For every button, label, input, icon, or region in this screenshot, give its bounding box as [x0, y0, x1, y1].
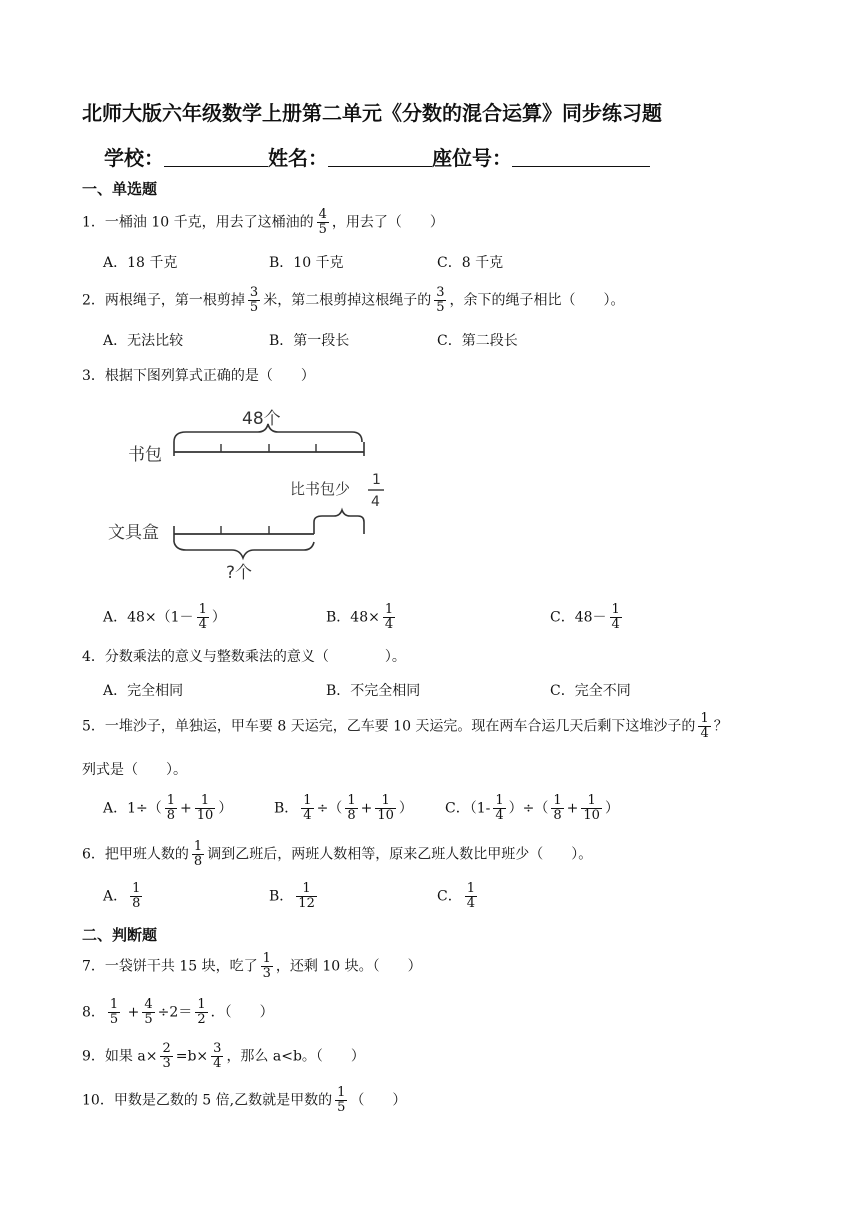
diagram-difference-brace	[314, 510, 364, 534]
q2-option-a[interactable]: A．无法比较	[103, 333, 184, 349]
diagram-bottom-brace	[174, 542, 314, 558]
q2-fraction-2: $\frac{3}{5}$	[436, 285, 445, 315]
question-4: 4．分数乘法的意义与整数乘法的意义（ ）。	[82, 649, 406, 665]
diagram-total-label: 48个	[242, 409, 281, 429]
q4-option-a[interactable]: A．完全相同	[103, 683, 184, 699]
q2-option-c[interactable]: C．第二段长	[437, 333, 518, 349]
q7-text-end: ，还剩 10 块。（ ）	[275, 958, 422, 975]
seat-label: 座位号：	[432, 146, 512, 170]
q6-option-c[interactable]: C． $\frac{1}{4}$	[437, 881, 475, 911]
question-8: 8． $\frac{1}{5}$ + $\frac{4}{5}$ ÷2＝ $\frac{1}{2}$ ．（ ）	[82, 997, 274, 1027]
q5-text: 5．一堆沙子，单独运，甲车要 8 天运完，乙车要 10 天运完。现在两车合运几天后剩下这堆沙子的	[82, 718, 696, 735]
q7-text: 7．一袋饼干共 15 块，吃了	[82, 958, 258, 975]
q6-option-b[interactable]: B． $\frac{1}{12}$	[269, 881, 315, 911]
diagram-less-label: 比书包少	[290, 480, 351, 498]
q5-option-a[interactable]: A．1÷（ $\frac{1}{8}$ + $\frac{1}{10}$ ）	[103, 793, 233, 823]
diagram-box-label: 文具盒	[108, 523, 159, 543]
q3-option-b[interactable]: B．48× $\frac{1}{4}$	[326, 602, 394, 632]
question-10: 10．甲数是乙数的 5 倍,乙数就是甲数的 $\frac{1}{5}$ （ ）	[82, 1085, 407, 1115]
q5-fraction: $\frac{1}{4}$	[700, 711, 709, 741]
section-single-choice: 一、单选题	[82, 180, 158, 198]
diagram-unknown-label: ?个	[226, 563, 253, 583]
q2-text-mid: 米，第二根剪掉这根绳子的	[263, 292, 432, 309]
q3-option-c[interactable]: C．48－ $\frac{1}{4}$	[550, 602, 620, 632]
question-5	[82, 712, 728, 741]
q5-option-b[interactable]: B． $\frac{1}{4}$ ÷（ $\frac{1}{8}$ + $\frac{1}{10}$ ）	[274, 793, 413, 823]
q6-text-end: 调到乙班后，两班人数相等，原来乙班人数比甲班少（ ）。	[207, 846, 593, 863]
q1-text: 1．一桶油 10 千克，用去了这桶油的	[82, 214, 314, 231]
q3-option-a[interactable]: A．48×（1－ $\frac{1}{4}$ ）	[103, 602, 226, 632]
diagram-less-denominator: 4	[371, 494, 380, 510]
school-label: 学校：	[104, 146, 164, 170]
question-2	[82, 286, 624, 315]
q5-line-2: 列式是（ ）。	[82, 762, 187, 778]
seat-blank[interactable]	[512, 146, 650, 167]
student-info-line	[104, 142, 650, 171]
q1-fraction: $\frac{4}{5}$	[318, 207, 327, 237]
question-9: 9．如果 a× $\frac{2}{3}$ =b× $\frac{3}{4}$ ，那么 a<b。（ ）	[82, 1041, 365, 1071]
q1-text-end: ，用去了（ ）	[331, 214, 444, 231]
q6-fraction: $\frac{1}{8}$	[193, 839, 203, 869]
q1-option-a[interactable]: A．18 千克	[103, 255, 178, 271]
question-7	[82, 952, 422, 981]
section-true-false: 二、判断题	[82, 926, 158, 944]
q1-option-b[interactable]: B．10 千克	[269, 255, 344, 271]
q7-fraction: $\frac{1}{3}$	[262, 951, 271, 981]
diagram-bag-label: 书包	[128, 445, 162, 465]
name-blank[interactable]	[328, 146, 432, 167]
question-1	[82, 208, 444, 237]
q2-text: 2．两根绳子，第一根剪掉	[82, 292, 245, 309]
question-3: 3．根据下图列算式正确的是（ ）	[82, 368, 315, 384]
name-label: 姓名：	[268, 146, 328, 170]
q2-text-end: ，余下的绳子相比（ ）。	[449, 292, 625, 309]
question-6	[82, 840, 592, 869]
school-blank[interactable]	[164, 146, 268, 167]
q6-text: 6．把甲班人数的	[82, 846, 189, 863]
diagram-less-numerator: 1	[372, 472, 381, 488]
q4-option-c[interactable]: C．完全不同	[550, 683, 631, 699]
q4-option-b[interactable]: B．不完全相同	[326, 683, 421, 699]
q2-option-b[interactable]: B．第一段长	[269, 333, 350, 349]
q1-option-c[interactable]: C．8 千克	[437, 255, 504, 271]
q5-text-end: ？	[713, 718, 728, 735]
q3-segment-diagram	[100, 398, 400, 588]
q5-option-c[interactable]: C．（1- $\frac{1}{4}$ ）÷（ $\frac{1}{8}$ + $\frac{1}{10}$ ）	[445, 793, 619, 823]
q6-option-a[interactable]: A． $\frac{1}{8}$	[103, 881, 141, 911]
page-title: 北师大版六年级数学上册第二单元《分数的混合运算》同步练习题	[82, 101, 662, 125]
q2-fraction-1: $\frac{3}{5}$	[249, 285, 259, 315]
